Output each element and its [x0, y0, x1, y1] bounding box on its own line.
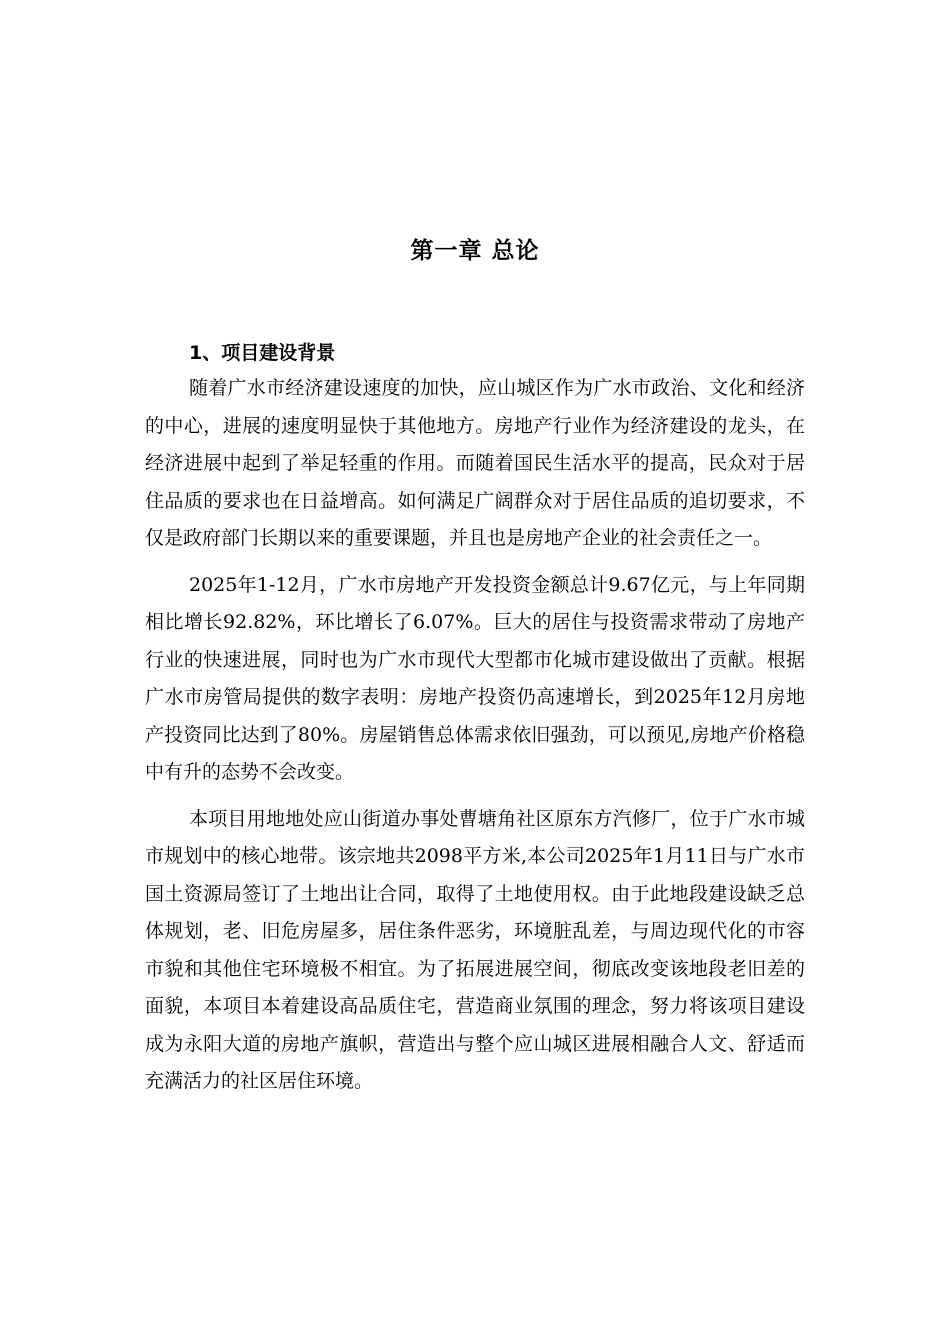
paragraph-2: 2025年1-12月，广水市房地产开发投资金额总计9.67亿元，与上年同期相比增长92.82%，环比增长了6.07%。巨大的居住与投资需求带动了房地产行业的快速进展，同时也为广水市现代大型都市化城市建设做出了贡献。根据广水市房管局提供的数字表明：房地产投资仍高速增长，到2025年12月房地产投资同比达到了80%。房屋销售总体需求依旧强劲，可以预见,房地产价格稳中有升的态势不会改变。 [145, 573, 805, 783]
section-heading: 1、项目建设背景 [189, 342, 336, 364]
section-project-background [145, 336, 805, 1101]
paragraph-1: 随着广水市经济建设速度的加快，应山城区作为广水市政治、文化和经济的中心，进展的速度明显快于其他地方。房地产行业作为经济建设的龙头，在经济进展中起到了举足轻重的作用。而随着国民生活水平的提高，民众对于居住品质的要求也在日益增高。如何满足广阔群众对于居住品质的追切要求，不仅是政府部门长期以来的重要课题，并且也是房地产企业的社会责任之一。 [145, 377, 805, 549]
chapter-title: 第一章 总论 [410, 238, 540, 264]
paragraph-3: 本项目用地地处应山街道办事处曹塘角社区原东方汽修厂，位于广水市城市规划中的核心地带。该宗地共2098平方米,本公司2025年1月11日与广水市国土资源局签订了土地出让合同，取得了土地使用权。由于此地段建设缺乏总体规划，老、旧危房屋多，居住条件恶劣，环境脏乱差，与周边现代化的市容市貌和其他住宅环境极不相宜。为了拓展进展空间，彻底改变该地段老旧差的面貌，本项目本着建设高品质住宅，营造商业氛围的理念，努力将该项目建设成为永阳大道的房地产旗帜，营造出与整个应山城区进展相融合人文、舒适而充满活力的社区居住环境。 [145, 807, 805, 1092]
